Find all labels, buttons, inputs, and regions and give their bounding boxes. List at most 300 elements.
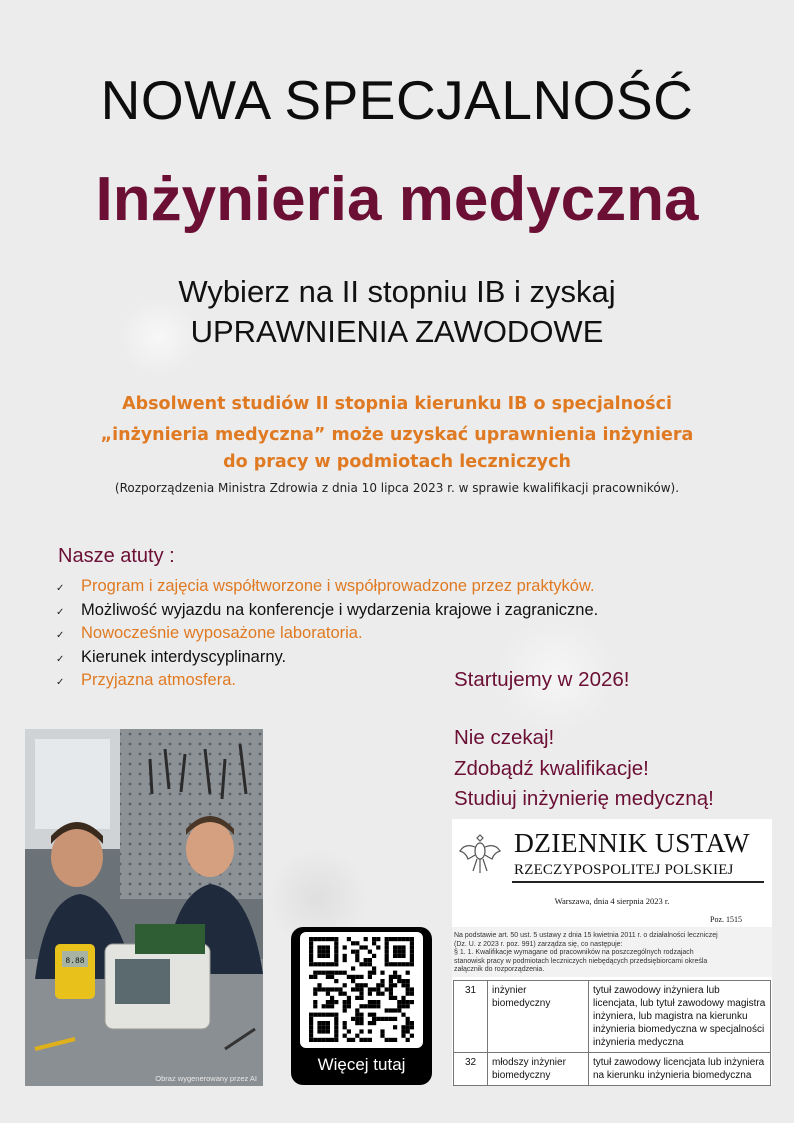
qr-module [393, 945, 397, 949]
qr-module [334, 1017, 338, 1021]
qr-module [406, 1004, 410, 1008]
qr-module [322, 945, 326, 949]
qr-module [380, 1029, 384, 1033]
qr-module [334, 1021, 338, 1025]
qr-module [397, 1004, 401, 1008]
qr-module [368, 1000, 372, 1004]
qr-module [368, 971, 372, 975]
qr-module [313, 1000, 317, 1004]
qr-module [313, 1013, 317, 1017]
qr-module [317, 1013, 321, 1017]
row-number: 32 [454, 1053, 488, 1086]
qr-module [364, 945, 368, 949]
qr-module [385, 954, 389, 958]
headline: NOWA SPECJALNOŚĆ [100, 69, 694, 131]
qr-module [347, 975, 351, 979]
qr-module [372, 987, 376, 991]
qr-module [343, 954, 347, 958]
qr-module [343, 1008, 347, 1012]
qr-module [359, 1029, 363, 1033]
qr-module [372, 1017, 376, 1021]
qr-module [309, 941, 313, 945]
qr-module [330, 987, 334, 991]
qr-module [397, 950, 401, 954]
graduate-info-line-1: Absolwent studiów II stopnia kierunku IB o specjalności [122, 394, 672, 414]
qr-module [410, 1025, 414, 1029]
qr-module [389, 975, 393, 979]
qr-module [343, 983, 347, 987]
qr-module [401, 1025, 405, 1029]
qr-module [330, 975, 334, 979]
qr-module [355, 1008, 359, 1012]
qr-module [376, 937, 380, 941]
qr-module [326, 937, 330, 941]
qr-module [372, 1013, 376, 1017]
qr-module [410, 987, 414, 991]
qr-module [326, 1021, 330, 1025]
qr-module [368, 1029, 372, 1033]
qr-module [401, 979, 405, 983]
qr-module [326, 971, 330, 975]
qr-module [372, 941, 376, 945]
qr-module [364, 1038, 368, 1042]
qr-module [330, 1038, 334, 1042]
qr-module [406, 937, 410, 941]
qr-module [359, 1017, 363, 1021]
qr-module [359, 962, 363, 966]
qr-module [338, 971, 342, 975]
qr-module [317, 1038, 321, 1042]
qr-module [309, 975, 313, 979]
check-icon: ✓ [56, 653, 65, 665]
regulation-text-line: stanowisk pracy w podmiotach leczniczych niebędących przedsiębiorcami określa [454, 957, 708, 965]
qr-module [351, 1017, 355, 1021]
eagle-emblem-icon [458, 829, 502, 879]
qr-module [359, 992, 363, 996]
qr-module [397, 962, 401, 966]
qr-module [397, 975, 401, 979]
qr-module [376, 983, 380, 987]
advantage-text: Program i zajęcia współtworzone i współprowadzone przez praktyków. [81, 577, 595, 595]
qr-module [351, 966, 355, 970]
qr-module [309, 937, 313, 941]
qr-module [359, 975, 363, 979]
qr-module [330, 962, 334, 966]
qr-module [364, 962, 368, 966]
qr-module [326, 945, 330, 949]
qr-module [406, 962, 410, 966]
qr-module [393, 1025, 397, 1029]
advantages-title: Nasze atuty : [58, 545, 175, 567]
qr-module [393, 954, 397, 958]
qr-module [406, 1021, 410, 1025]
qr-module [406, 979, 410, 983]
qr-module [406, 1000, 410, 1004]
qr-module [393, 971, 397, 975]
qr-module [397, 954, 401, 958]
qr-module [313, 975, 317, 979]
qr-module [334, 954, 338, 958]
qr-module [317, 971, 321, 975]
qualifications-table [453, 980, 771, 1086]
row-position: inżynier biomedyczny [488, 981, 589, 1053]
regulation-text-line: (Dz. U. z 2023 r. poz. 991) zarządza się, co następuje: [454, 940, 623, 948]
qr-module [322, 1029, 326, 1033]
qr-module [330, 996, 334, 1000]
advantage-item [56, 599, 598, 623]
regulation-text-line: załącznik do rozporządzenia. [454, 966, 545, 974]
qr-code-link[interactable] [291, 927, 432, 1085]
qr-module [355, 1021, 359, 1025]
table-row [454, 981, 771, 1053]
qr-module [322, 1013, 326, 1017]
qr-module [410, 962, 414, 966]
qr-module [380, 1017, 384, 1021]
advantage-text: Przyjazna atmosfera. [81, 671, 236, 689]
qr-module [309, 1029, 313, 1033]
qr-module [355, 1013, 359, 1017]
qr-module [351, 979, 355, 983]
graduate-info-line-2: „inżynieria medyczna” może uzyskać uprawnienia inżyniera [100, 425, 694, 445]
cta-line-3: Studiuj inżynierię medyczną! [454, 787, 714, 810]
qr-module [401, 983, 405, 987]
qr-module [322, 971, 326, 975]
qr-module [330, 971, 334, 975]
qr-module [389, 996, 393, 1000]
qr-module [347, 1000, 351, 1004]
qr-module [393, 975, 397, 979]
qr-module [389, 1017, 393, 1021]
qr-module [389, 962, 393, 966]
qr-module [313, 937, 317, 941]
qr-module [355, 954, 359, 958]
qr-module [401, 945, 405, 949]
qr-module [406, 992, 410, 996]
qr-module [309, 950, 313, 954]
qr-module [334, 1025, 338, 1029]
qr-module [393, 962, 397, 966]
qr-module [406, 1017, 410, 1021]
qr-module [330, 937, 334, 941]
qr-module [410, 937, 414, 941]
qr-module [326, 1000, 330, 1004]
qr-module [326, 1029, 330, 1033]
qr-module [313, 987, 317, 991]
qr-module [355, 1017, 359, 1021]
qr-module [372, 954, 376, 958]
qr-module [368, 1038, 372, 1042]
qr-module [376, 987, 380, 991]
qr-module [393, 983, 397, 987]
qr-module [347, 1029, 351, 1033]
qr-module [326, 1013, 330, 1017]
qr-module [385, 987, 389, 991]
qr-module [372, 1000, 376, 1004]
qr-module [334, 950, 338, 954]
qr-module [309, 958, 313, 962]
journal-subtitle: RZECZYPOSPOLITEJ POLSKIEJ [514, 862, 734, 878]
qr-module [359, 983, 363, 987]
qr-module [334, 941, 338, 945]
qr-module [359, 1038, 363, 1042]
qr-module [355, 1034, 359, 1038]
qr-module [397, 1000, 401, 1004]
qr-module [406, 1025, 410, 1029]
qr-module [309, 945, 313, 949]
qr-module [334, 987, 338, 991]
qr-module [347, 1038, 351, 1042]
lab-photo [25, 729, 263, 1086]
qr-module [322, 1025, 326, 1029]
advantage-item [56, 646, 598, 670]
qr-module [334, 971, 338, 975]
qr-module [334, 1038, 338, 1042]
qr-module [368, 1021, 372, 1025]
qr-module [334, 962, 338, 966]
regulation-text [454, 932, 766, 975]
qr-module [410, 958, 414, 962]
qr-module [309, 1021, 313, 1025]
qr-module [309, 962, 313, 966]
qr-module [372, 937, 376, 941]
qr-module [343, 971, 347, 975]
row-requirement: tytuł zawodowy licencjata lub inżyniera na kierunku inżynieria biomedyczna [589, 1053, 771, 1086]
qr-module [309, 1038, 313, 1042]
qr-module [334, 1029, 338, 1033]
qr-module [317, 1025, 321, 1029]
qr-module [385, 950, 389, 954]
qr-module [385, 1008, 389, 1012]
qr-module [376, 992, 380, 996]
qr-module [313, 1004, 317, 1008]
qr-module [359, 996, 363, 1000]
qr-module [406, 983, 410, 987]
row-position: młodszy inżynier biomedyczny [488, 1053, 589, 1086]
qr-module [355, 975, 359, 979]
qr-module [309, 1034, 313, 1038]
qr-module [364, 937, 368, 941]
qr-module [322, 962, 326, 966]
qr-module [410, 941, 414, 945]
qr-module [393, 996, 397, 1000]
qr-module [389, 983, 393, 987]
qr-module [380, 983, 384, 987]
qr-module [347, 996, 351, 1000]
table-row [454, 1053, 771, 1086]
qr-module [406, 1029, 410, 1033]
qr-module [389, 1008, 393, 1012]
qr-module [322, 950, 326, 954]
qr-module [347, 1004, 351, 1008]
qr-module [326, 962, 330, 966]
qr-module [355, 958, 359, 962]
journal-title: DZIENNIK USTAW [514, 827, 750, 858]
qr-module [410, 1021, 414, 1025]
qr-module [376, 1004, 380, 1008]
qr-module [317, 954, 321, 958]
qr-module [355, 941, 359, 945]
check-icon: ✓ [56, 630, 65, 641]
row-number: 31 [454, 981, 488, 1053]
qr-module [322, 987, 326, 991]
qr-module [313, 992, 317, 996]
advantage-text: Możliwość wyjazdu na konferencje i wydarzenia krajowe i zagraniczne. [81, 600, 599, 619]
qr-module [334, 937, 338, 941]
qr-module [368, 1013, 372, 1017]
qr-module [326, 1038, 330, 1042]
qr-module [410, 945, 414, 949]
qr-module [326, 987, 330, 991]
qr-module [351, 950, 355, 954]
qr-module [317, 983, 321, 987]
qr-module [343, 958, 347, 962]
check-icon: ✓ [56, 677, 65, 688]
qr-module [401, 1004, 405, 1008]
qr-module [309, 954, 313, 958]
qr-module [355, 987, 359, 991]
qr-module [343, 1000, 347, 1004]
qr-module [355, 950, 359, 954]
qr-module [326, 954, 330, 958]
qr-module [372, 966, 376, 970]
qr-module [343, 992, 347, 996]
qr-module [397, 937, 401, 941]
qr-module [368, 1004, 372, 1008]
qr-module [410, 950, 414, 954]
qr-module [368, 958, 372, 962]
lab-illustration [25, 729, 263, 1086]
qr-module [406, 1038, 410, 1042]
graduate-info-line-3: do pracy w podmiotach leczniczych [223, 452, 571, 472]
page-title: Inżynieria medyczna [95, 165, 699, 234]
advantage-item [56, 622, 598, 646]
qr-module [334, 958, 338, 962]
qr-module [343, 1034, 347, 1038]
qr-module [364, 1004, 368, 1008]
qr-module [326, 992, 330, 996]
qr-module [368, 975, 372, 979]
qr-module [401, 996, 405, 1000]
qr-module [338, 992, 342, 996]
qr-module [338, 987, 342, 991]
qr-module [372, 1004, 376, 1008]
qr-module [351, 987, 355, 991]
qr-module [401, 950, 405, 954]
qr-module [372, 971, 376, 975]
official-journal-excerpt [452, 819, 772, 1085]
qr-module [393, 1038, 397, 1042]
qr-module [309, 1025, 313, 1029]
qr-module [334, 1000, 338, 1004]
qr-module [389, 1038, 393, 1042]
qr-module [389, 937, 393, 941]
qr-module [322, 954, 326, 958]
qr-module [313, 1038, 317, 1042]
qr-module [368, 950, 372, 954]
qr-module [317, 987, 321, 991]
qr-module [385, 1038, 389, 1042]
qr-module [385, 937, 389, 941]
qr-module [343, 1025, 347, 1029]
subtitle-line-1: Wybierz na II stopniu IB i zyskaj [178, 274, 616, 309]
qr-module [317, 937, 321, 941]
qr-module [410, 954, 414, 958]
qr-module [380, 992, 384, 996]
qr-module [317, 945, 321, 949]
qr-module [397, 945, 401, 949]
qr-module [351, 975, 355, 979]
qr-module [397, 1008, 401, 1012]
qr-module [359, 1004, 363, 1008]
divider [512, 881, 764, 883]
row-requirement: tytuł zawodowy inżyniera lub licencjata, lub tytuł zawodowy magistra inżyniera, lub magistra na kierunku inżynieria biomedyczna w specjalności inżynieria medyczna [589, 981, 771, 1053]
qr-module [401, 937, 405, 941]
qr-module [368, 992, 372, 996]
qr-module [322, 1038, 326, 1042]
qr-module [368, 962, 372, 966]
qr-module [380, 979, 384, 983]
advantage-text: Kierunek interdyscyplinarny. [81, 647, 287, 666]
qr-module [326, 950, 330, 954]
qr-module [376, 1017, 380, 1021]
qr-module [389, 987, 393, 991]
qr-module [401, 954, 405, 958]
qr-module [330, 1004, 334, 1008]
qr-module [401, 1034, 405, 1038]
advantage-text: Nowocześnie wyposażone laboratoria. [81, 624, 363, 642]
qr-module [309, 1013, 313, 1017]
qr-module [355, 983, 359, 987]
qr-module [401, 1000, 405, 1004]
cta-line-1: Nie czekaj! [454, 726, 555, 749]
start-year-text: Startujemy w 2026! [454, 668, 630, 691]
qr-module [410, 1034, 414, 1038]
qr-module [359, 987, 363, 991]
advantage-item [56, 575, 598, 599]
qr-module [380, 1034, 384, 1038]
qr-module [406, 987, 410, 991]
qr-module [385, 962, 389, 966]
qr-module [351, 1038, 355, 1042]
qr-module [355, 996, 359, 1000]
qr-module [410, 1000, 414, 1004]
qr-module [317, 1021, 321, 1025]
qr-module [401, 1013, 405, 1017]
qr-module [326, 975, 330, 979]
qr-module [359, 945, 363, 949]
qr-label: Więcej tutaj [317, 1055, 406, 1074]
qr-module [364, 958, 368, 962]
qr-module [334, 945, 338, 949]
photo-caption: Obraz wygenerowany przez AI [155, 1074, 257, 1083]
qr-module [343, 1021, 347, 1025]
regulation-text-line: § 1. 1. Kwalifikacje wymagane od pracowników na poszczególnych rodzajach [454, 949, 694, 957]
qr-module [334, 1013, 338, 1017]
qr-module [385, 945, 389, 949]
qr-module [389, 992, 393, 996]
regulation-text-line: Na podstawie art. 50 ust. 5 ustawy z dnia 15 kwietnia 2011 r. o działalności leczniczej [454, 932, 718, 939]
qr-module [326, 1025, 330, 1029]
qr-module [330, 1013, 334, 1017]
qr-module [326, 1004, 330, 1008]
qr-module [313, 962, 317, 966]
qr-module [334, 979, 338, 983]
qr-module [372, 1021, 376, 1025]
qr-module [317, 1029, 321, 1033]
qr-module [406, 971, 410, 975]
journal-position: Poz. 1515 [710, 915, 742, 924]
qr-module [347, 937, 351, 941]
